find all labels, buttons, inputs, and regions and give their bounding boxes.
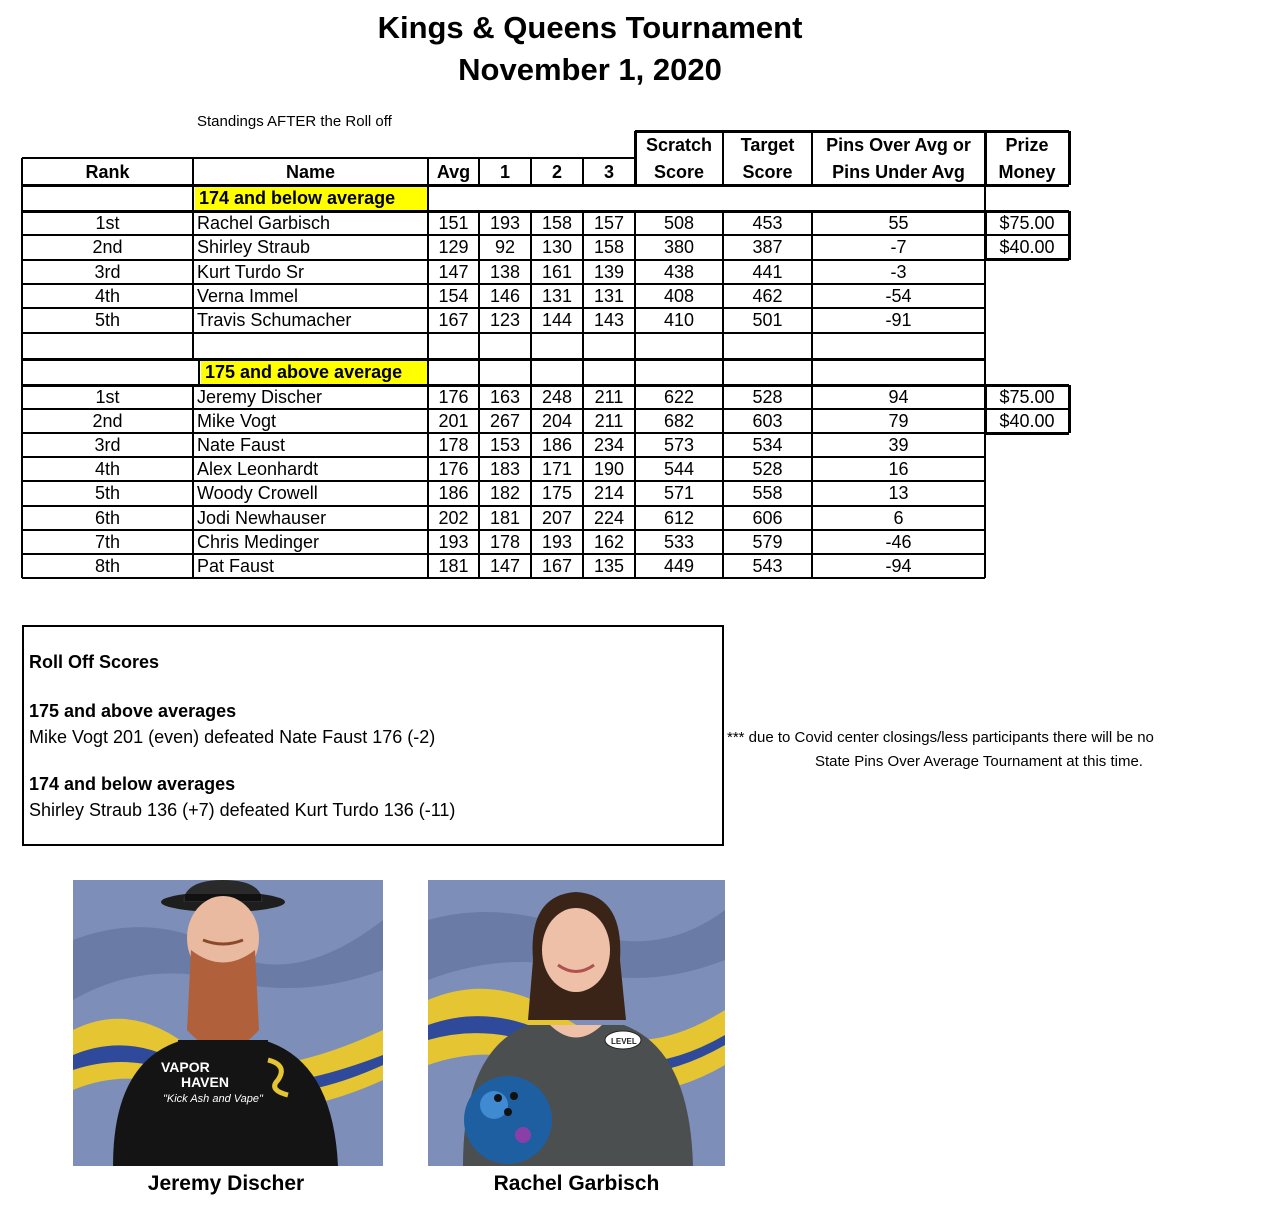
table-rule — [21, 359, 23, 385]
high-row-1-g1: 163 — [489, 387, 521, 408]
low-row-1-g3: 157 — [593, 213, 625, 234]
table-rule — [984, 333, 986, 360]
high-row-8-g3: 135 — [593, 555, 625, 576]
high-row-1-avg: 176 — [438, 387, 469, 408]
high-row-7-avg: 193 — [438, 531, 469, 552]
roll-off-heading: Roll Off Scores — [29, 652, 160, 672]
table-rule — [530, 385, 532, 578]
table-rule — [722, 359, 724, 385]
low-row-5-g2: 144 — [541, 310, 573, 331]
low-row-1-scratch: 508 — [663, 213, 695, 234]
high-row-4-pins: 16 — [888, 459, 909, 480]
table-rule — [192, 385, 194, 578]
low-row-2-pins: -7 — [890, 237, 907, 258]
table-rule — [427, 359, 429, 385]
high-row-4-g3: 190 — [593, 459, 625, 480]
table-rule — [530, 359, 532, 385]
low-row-2-g3: 158 — [593, 237, 625, 258]
covid-note-line-1: *** due to Covid center closings/less participants there will be no — [727, 729, 1154, 746]
group-label-high: 175 and above average — [201, 361, 427, 384]
low-row-2-rank: 2nd — [92, 237, 123, 258]
high-row-4-g2: 171 — [541, 459, 573, 480]
high-row-2-g3: 211 — [594, 411, 624, 432]
high-row-7-g1: 178 — [489, 531, 521, 552]
high-row-4-avg: 176 — [438, 459, 469, 480]
low-row-1-avg: 151 — [438, 213, 469, 234]
low-row-3-g3: 139 — [593, 261, 625, 282]
high-row-7-target: 579 — [752, 531, 783, 552]
roll-off-high-heading: 175 and above averages — [29, 701, 237, 721]
header-target-score: Score — [742, 161, 793, 182]
shirt-text-haven: HAVEN — [181, 1074, 229, 1090]
high-row-6-scratch: 612 — [663, 507, 695, 528]
high-row-3-g1: 153 — [489, 435, 521, 456]
low-row-2-g2: 130 — [541, 237, 573, 258]
high-row-8-name: Pat Faust — [197, 555, 275, 576]
table-rule — [722, 385, 724, 578]
header-name: Name — [285, 161, 336, 182]
high-row-5-pins: 13 — [888, 483, 909, 504]
high-row-8-g1: 147 — [489, 555, 521, 576]
high-row-5-name: Woody Crowell — [197, 483, 318, 504]
photo-jeremy-discher — [73, 880, 383, 1166]
high-row-6-pins: 6 — [893, 507, 904, 528]
high-row-6-g3: 224 — [593, 507, 625, 528]
high-row-8-target: 543 — [752, 555, 783, 576]
high-row-2-scratch: 682 — [663, 411, 695, 432]
table-rule — [985, 432, 1069, 435]
table-rule — [582, 359, 584, 385]
high-row-7-g2: 193 — [541, 531, 573, 552]
table-rule — [722, 211, 724, 333]
table-rule — [811, 211, 813, 333]
high-row-6-g2: 207 — [541, 507, 573, 528]
high-row-1-g2: 248 — [541, 387, 573, 408]
roll-off-box — [22, 625, 724, 846]
table-rule — [811, 333, 813, 360]
high-row-1-name: Jeremy Discher — [197, 387, 323, 408]
high-row-2-g2: 204 — [541, 411, 573, 432]
table-rule — [984, 185, 986, 211]
high-row-2-prize: $40.00 — [999, 411, 1055, 432]
header-game-1: 1 — [499, 161, 510, 182]
header-game-3: 3 — [603, 161, 614, 182]
low-row-1-g1: 193 — [489, 213, 521, 234]
high-row-7-scratch: 533 — [663, 531, 695, 552]
table-rule — [582, 333, 584, 360]
low-row-4-g3: 131 — [593, 286, 625, 307]
high-row-3-rank: 3rd — [94, 435, 121, 456]
low-row-3-g2: 161 — [541, 261, 573, 282]
low-row-3-scratch: 438 — [663, 261, 695, 282]
low-row-1-pins: 55 — [888, 213, 909, 234]
high-row-4-scratch: 544 — [663, 459, 695, 480]
table-rule — [478, 385, 480, 578]
table-rule — [984, 359, 986, 385]
high-row-3-name: Nate Faust — [197, 435, 286, 456]
roll-off-high-result: Mike Vogt 201 (even) defeated Nate Faust 176 (-2) — [29, 727, 436, 747]
low-row-3-pins: -3 — [890, 261, 907, 282]
high-row-1-g3: 211 — [594, 387, 624, 408]
table-rule — [811, 359, 813, 385]
standings-subtitle: Standings AFTER the Roll off — [197, 113, 392, 130]
table-rule — [530, 333, 532, 360]
high-row-6-rank: 6th — [94, 507, 121, 528]
page-date: November 1, 2020 — [458, 52, 722, 87]
high-row-3-g2: 186 — [541, 435, 573, 456]
table-rule — [1068, 211, 1071, 260]
high-row-8-g2: 167 — [541, 555, 573, 576]
table-rule — [634, 333, 636, 360]
table-rule — [192, 211, 194, 333]
header-prize-money: Money — [998, 161, 1056, 182]
header-avg: Avg — [436, 161, 471, 182]
high-row-7-name: Chris Medinger — [197, 531, 320, 552]
high-row-8-avg: 181 — [438, 555, 469, 576]
low-row-2-g1: 92 — [494, 237, 516, 258]
low-row-4-scratch: 408 — [663, 286, 695, 307]
table-rule — [985, 234, 1069, 236]
low-row-3-avg: 147 — [438, 261, 469, 282]
table-rule — [427, 333, 429, 360]
table-rule — [478, 359, 480, 385]
high-row-2-name: Mike Vogt — [197, 411, 277, 432]
table-rule — [984, 211, 987, 260]
low-row-3-target: 441 — [752, 261, 783, 282]
header-rank: Rank — [85, 161, 130, 182]
high-row-8-rank: 8th — [94, 555, 121, 576]
table-rule — [985, 408, 1069, 410]
table-rule — [984, 385, 987, 433]
header-scratch: Scratch — [645, 134, 713, 155]
high-row-2-g1: 267 — [489, 411, 521, 432]
table-rule — [427, 185, 429, 211]
low-row-1-g2: 158 — [541, 213, 573, 234]
high-row-3-pins: 39 — [888, 435, 909, 456]
table-rule — [1068, 385, 1071, 433]
low-row-5-scratch: 410 — [663, 310, 695, 331]
low-row-2-avg: 129 — [438, 237, 469, 258]
low-row-3-g1: 138 — [489, 261, 521, 282]
group-label-low: 174 and below average — [195, 187, 427, 210]
table-rule — [21, 185, 23, 211]
high-row-2-pins: 79 — [888, 411, 909, 432]
low-row-5-target: 501 — [752, 310, 783, 331]
header-pins-under: Pins Under Avg — [832, 161, 965, 182]
high-row-5-target: 558 — [752, 483, 783, 504]
high-row-5-scratch: 571 — [663, 483, 695, 504]
header-scratch-score: Score — [653, 161, 705, 182]
roll-off-low-heading: 174 and below averages — [29, 774, 236, 794]
high-row-8-scratch: 449 — [663, 555, 695, 576]
table-rule — [21, 211, 23, 333]
table-rule — [811, 385, 813, 578]
table-rule — [722, 333, 724, 360]
high-row-1-target: 528 — [752, 387, 783, 408]
low-row-5-g3: 143 — [593, 310, 625, 331]
table-rule — [478, 333, 480, 360]
high-row-5-g2: 175 — [541, 483, 573, 504]
table-rule — [582, 211, 584, 333]
table-rule — [22, 358, 985, 361]
high-row-1-prize: $75.00 — [999, 387, 1055, 408]
header-pins-over: Pins Over Avg or — [826, 134, 971, 155]
low-row-5-avg: 167 — [438, 310, 469, 331]
high-row-4-target: 528 — [752, 459, 783, 480]
table-rule — [427, 211, 429, 333]
shirt-text-slogan: "Kick Ash and Vape" — [163, 1093, 263, 1105]
high-row-1-pins: 94 — [888, 387, 909, 408]
table-rule — [985, 384, 1069, 387]
low-row-4-pins: -54 — [885, 286, 912, 307]
caption-rachel-garbisch: Rachel Garbisch — [493, 1172, 660, 1195]
high-row-1-scratch: 622 — [663, 387, 695, 408]
high-row-3-g3: 234 — [593, 435, 625, 456]
low-row-2-scratch: 380 — [663, 237, 695, 258]
high-row-5-g3: 214 — [593, 483, 625, 504]
low-row-4-avg: 154 — [438, 286, 469, 307]
low-row-2-target: 387 — [752, 237, 783, 258]
table-rule — [22, 332, 985, 334]
low-row-4-g2: 131 — [541, 286, 573, 307]
shirt-text-level: LEVEL — [611, 1037, 637, 1046]
table-rule — [634, 359, 636, 385]
high-row-6-target: 606 — [752, 507, 783, 528]
high-row-4-g1: 183 — [489, 459, 521, 480]
low-row-1-name: Rachel Garbisch — [197, 213, 331, 234]
page-title: Kings & Queens Tournament — [377, 10, 803, 45]
high-row-7-g3: 162 — [593, 531, 625, 552]
table-rule — [478, 211, 480, 333]
low-row-4-target: 462 — [752, 286, 783, 307]
table-rule — [198, 359, 200, 385]
table-rule — [427, 385, 429, 578]
header-prize: Prize — [1005, 134, 1049, 155]
table-rule — [530, 211, 532, 333]
low-row-1-rank: 1st — [95, 213, 120, 234]
high-row-3-target: 534 — [752, 435, 783, 456]
table-rule — [21, 385, 23, 578]
high-row-7-pins: -46 — [885, 531, 912, 552]
low-row-2-name: Shirley Straub — [197, 237, 311, 258]
roll-off-low-result: Shirley Straub 136 (+7) defeated Kurt Turdo 136 (-11) — [29, 800, 456, 820]
high-row-8-pins: -94 — [885, 555, 912, 576]
table-rule — [985, 210, 1069, 213]
high-row-6-avg: 202 — [438, 507, 469, 528]
high-row-6-g1: 181 — [489, 507, 521, 528]
low-row-1-target: 453 — [752, 213, 783, 234]
high-row-1-rank: 1st — [95, 387, 120, 408]
table-rule — [192, 333, 194, 360]
low-row-3-name: Kurt Turdo Sr — [197, 261, 305, 282]
low-row-5-g1: 123 — [489, 310, 521, 331]
high-row-3-scratch: 573 — [663, 435, 695, 456]
header-target: Target — [740, 134, 795, 155]
low-row-3-rank: 3rd — [94, 261, 121, 282]
header-game-2: 2 — [551, 161, 562, 182]
table-rule — [985, 258, 1069, 261]
low-row-4-g1: 146 — [489, 286, 521, 307]
high-row-4-rank: 4th — [94, 459, 121, 480]
high-row-7-rank: 7th — [94, 531, 121, 552]
table-rule — [22, 577, 985, 579]
low-row-4-rank: 4th — [94, 286, 121, 307]
table-rule — [582, 385, 584, 578]
high-row-3-avg: 178 — [438, 435, 469, 456]
low-row-5-name: Travis Schumacher — [197, 310, 352, 331]
table-rule — [192, 185, 194, 211]
low-row-5-pins: -91 — [885, 310, 912, 331]
high-row-2-rank: 2nd — [92, 411, 123, 432]
low-row-2-prize: $40.00 — [999, 237, 1055, 258]
low-row-5-rank: 5th — [94, 310, 121, 331]
table-rule — [634, 211, 636, 333]
high-row-5-g1: 182 — [489, 483, 521, 504]
photo-rachel-garbisch — [428, 880, 725, 1166]
table-rule — [21, 333, 23, 360]
shirt-text-vapor: VAPOR — [161, 1059, 210, 1075]
low-row-1-prize: $75.00 — [999, 213, 1055, 234]
table-rule — [634, 385, 636, 578]
high-row-5-rank: 5th — [94, 483, 121, 504]
high-row-5-avg: 186 — [438, 483, 469, 504]
low-row-4-name: Verna Immel — [197, 286, 299, 307]
high-row-6-name: Jodi Newhauser — [197, 507, 327, 528]
high-row-4-name: Alex Leonhardt — [197, 459, 319, 480]
high-row-2-avg: 201 — [438, 411, 469, 432]
high-row-2-target: 603 — [752, 411, 783, 432]
caption-jeremy-discher: Jeremy Discher — [147, 1172, 305, 1195]
covid-note-line-2: State Pins Over Average Tournament at this time. — [815, 753, 1143, 770]
